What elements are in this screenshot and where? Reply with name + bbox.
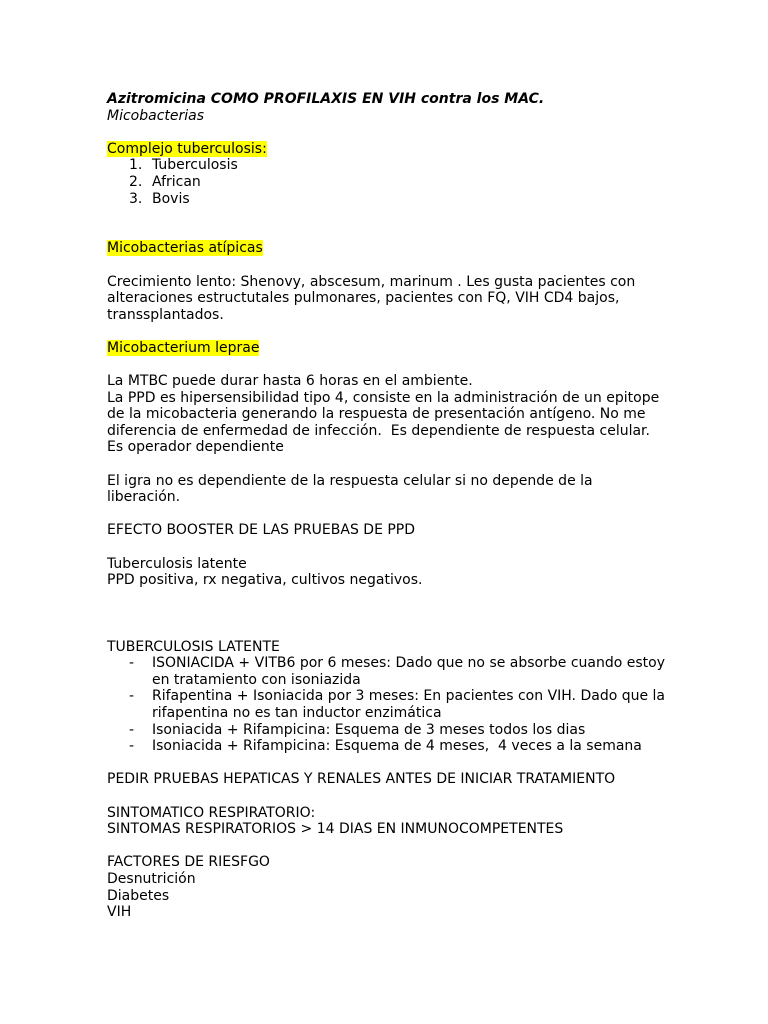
- document-title: Azitromicina COMO PROFILAXIS EN VIH contra los MAC.: [107, 91, 545, 107]
- paragraph-line: diferencia de enfermedad de infección. Es dependiente de respuesta celular.: [107, 422, 650, 439]
- paragraph-line: liberación.: [107, 489, 181, 506]
- list-item-text: Isoniacida + Rifampicina: Esquema de 4 meses, 4 veces a la semana: [152, 738, 642, 755]
- paragraph-line: alteraciones estructutales pulmonares, pacientes con FQ, VIH CD4 bajos,: [107, 290, 620, 307]
- document-page: [107, 91, 687, 921]
- list-item-text: ISONIACIDA + VITB6 por 6 meses: Dado que no se absorbe cuando estoy: [152, 655, 666, 672]
- list-item: [107, 191, 687, 208]
- tb-latente-list: [107, 655, 687, 755]
- paragraph-line: Es operador dependiente: [107, 439, 284, 456]
- list-item-text: Rifapentina + Isoniacida por 3 meses: En pacientes con VIH. Dado que la: [152, 688, 666, 705]
- list-item-text: rifapentina no es tan inductor enzimática: [152, 704, 442, 721]
- list-item-text: Isoniacida + Rifampicina: Esquema de 3 meses todos los dias: [152, 721, 586, 738]
- bullet-dash: -: [129, 721, 135, 738]
- paragraph-line: La PPD es hipersensibilidad tipo 4, consiste en la administración de un epitope: [107, 389, 660, 406]
- list-item-text: Tuberculosis: [152, 157, 238, 174]
- paragraph-line: PPD positiva, rx negativa, cultivos negativos.: [107, 572, 423, 589]
- paragraph-line: Desnutrición: [107, 870, 196, 887]
- spacer: [107, 838, 687, 855]
- list-item: [107, 655, 687, 688]
- spacer: [107, 124, 687, 141]
- spacer: [107, 323, 687, 340]
- booster-heading: EFECTO BOOSTER DE LAS PRUEBAS DE PPD: [107, 522, 416, 539]
- paragraph-line: transsplantados.: [107, 306, 224, 323]
- spacer: [107, 357, 687, 374]
- paragraph-line: de la micobacteria generando la respuesta de presentación antígeno. No me: [107, 406, 646, 423]
- list-item: [107, 157, 687, 174]
- list-item: [107, 688, 687, 721]
- paragraph-line: SINTOMATICO RESPIRATORIO:: [107, 804, 316, 821]
- paragraph-line: Diabetes: [107, 887, 170, 904]
- spacer: [107, 257, 687, 274]
- list-number: 3.: [129, 190, 143, 207]
- spacer: [107, 207, 687, 224]
- factores-heading: FACTORES DE RIESFGO: [107, 854, 270, 871]
- pedir-line: PEDIR PRUEBAS HEPATICAS Y RENALES ANTES DE INICIAR TRATAMIENTO: [107, 771, 616, 788]
- paragraph-line: La MTBC puede durar hasta 6 horas en el ambiente.: [107, 373, 473, 390]
- spacer: [107, 224, 687, 241]
- bullet-dash: -: [129, 688, 135, 705]
- paragraph-line: Crecimiento lento: Shenovy, abscesum, marinum . Les gusta pacientes con: [107, 273, 636, 290]
- spacer: [107, 622, 687, 639]
- list-number: 1.: [129, 157, 143, 174]
- paragraph-line: El igra no es dependiente de la respuesta celular si no depende de la: [107, 472, 593, 489]
- leprae-heading: Micobacterium leprae: [107, 339, 260, 356]
- list-number: 2.: [129, 173, 143, 190]
- spacer: [107, 788, 687, 805]
- paragraph-line: VIH: [107, 904, 132, 921]
- paragraph-line: Tuberculosis latente: [107, 555, 247, 572]
- document-subtitle: Micobacterias: [107, 107, 205, 124]
- list-item-text: Bovis: [152, 190, 190, 207]
- list-item-text: African: [152, 173, 201, 190]
- complejo-list: [107, 157, 687, 207]
- spacer: [107, 506, 687, 523]
- spacer: [107, 456, 687, 473]
- list-item: [107, 722, 687, 739]
- list-item: [107, 738, 687, 755]
- spacer: [107, 539, 687, 556]
- spacer: [107, 605, 687, 622]
- bullet-dash: -: [129, 738, 135, 755]
- bullet-dash: -: [129, 655, 135, 672]
- list-item: [107, 174, 687, 191]
- spacer: [107, 589, 687, 606]
- tb-latente-heading: TUBERCULOSIS LATENTE: [107, 638, 280, 655]
- paragraph-line: SINTOMAS RESPIRATORIOS > 14 DIAS EN INMUNOCOMPETENTES: [107, 821, 564, 838]
- atipicas-heading: Micobacterias atípicas: [107, 240, 263, 257]
- spacer: [107, 755, 687, 772]
- complejo-heading: Complejo tuberculosis:: [107, 140, 267, 157]
- list-item-text: en tratamiento con isoniazida: [152, 671, 361, 688]
